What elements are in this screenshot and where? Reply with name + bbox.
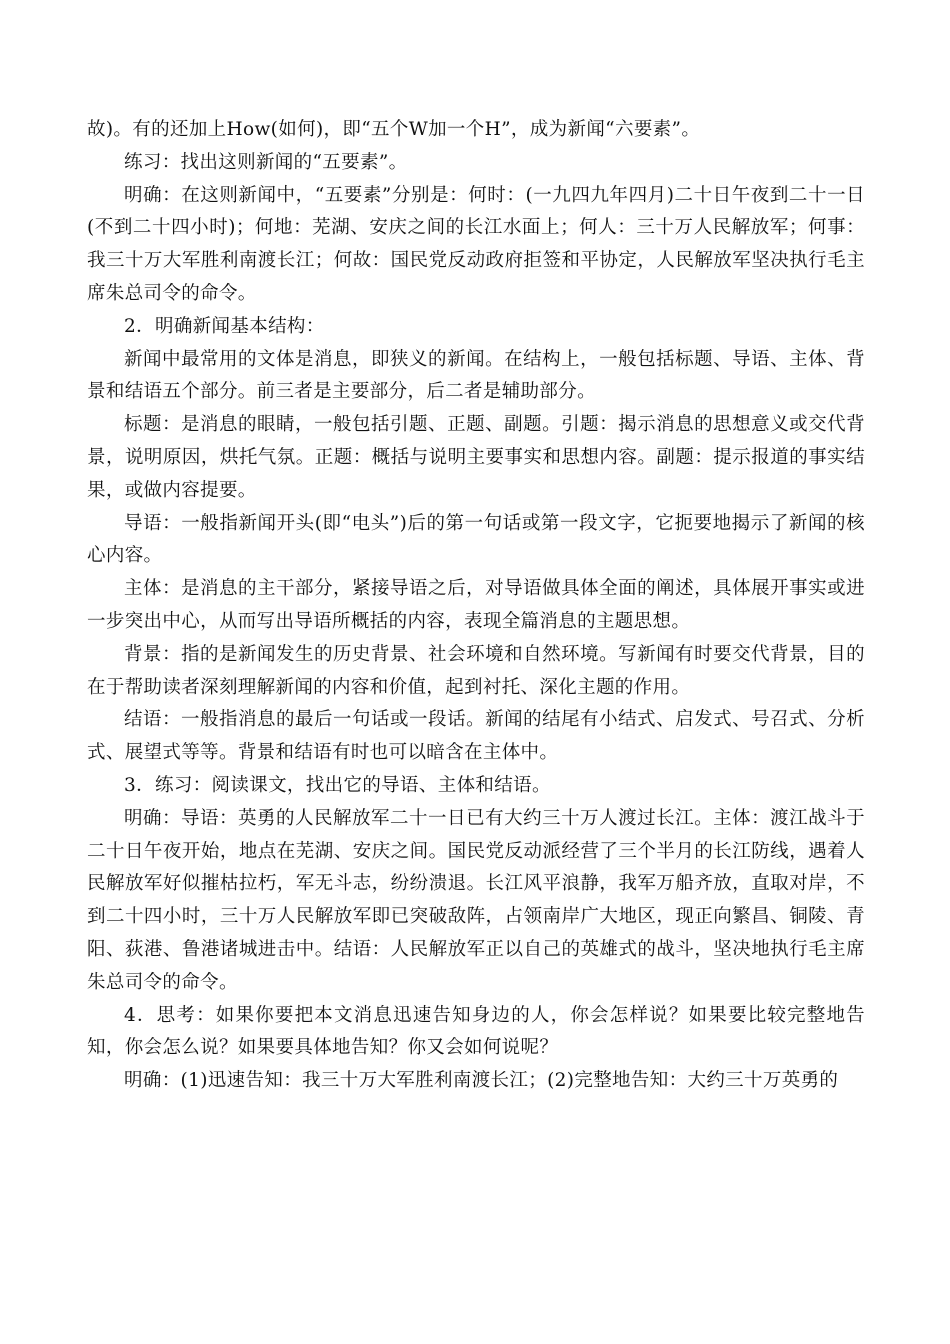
paragraph-background: 背景：指的是新闻发生的历史背景、社会环境和自然环境。写新闻有时要交代背景，目的在于帮助读者深刻理解新闻的内容和价值，起到衬托、深化主题的作用。 [87, 643, 865, 698]
paragraph-answer-question-4: 明确：(1)迅速告知：我三十万大军胜利南渡长江；(2)完整地告知：大约三十万英勇的 [124, 1070, 839, 1092]
paragraph-structure-intro: 新闻中最常用的文体是消息，即狭义的新闻。在结构上，一般包括标题、导语、主体、背景和结语五个部分。前三者是主要部分，后二者是辅助部分。 [87, 348, 865, 403]
section-heading-exercise-3: 3．练习：阅读课文，找出它的导语、主体和结语。 [124, 774, 551, 796]
document-body [87, 114, 865, 1098]
paragraph-answer-structure: 明确：导语：英勇的人民解放军二十一日已有大约三十万人渡过长江。主体：渡江战斗于二十日午夜开始，地点在芜湖、安庆之间。国民党反动派经营了三个半月的长江防线，遇着人民解放军好似摧枯拉朽，军无斗志，纷纷溃退。长江风平浪静，我军万船齐放，直取对岸，不到二十四小时，三十万人民解放军即已突破敌阵，占领南岸广大地区，现正向繁昌、铜陵、青阳、荻港、鲁港诸城进击中。结语：人民解放军正以自己的英雄式的战斗，坚决地执行毛主席朱总司令的命令。 [87, 807, 865, 993]
paragraph-exercise-five-elements: 练习：找出这则新闻的“五要素”。 [124, 151, 408, 173]
section-heading-question-4: 4．思考：如果你要把本文消息迅速告知身边的人，你会怎样说？如果要比较完整地告知，你会怎么说？如果要具体地告知？你又会如何说呢？ [87, 1004, 865, 1059]
paragraph-continuation: 故)。有的还加上How(如何)，即“五个W加一个H”，成为新闻“六要素”。 [87, 119, 701, 140]
paragraph-body: 主体：是消息的主干部分，紧接导语之后，对导语做具体全面的阐述，具体展开事实或进一步突出中心，从而写出导语所概括的内容，表现全篇消息的主题思想。 [87, 578, 865, 632]
section-heading-structure: 2．明确新闻基本结构： [124, 315, 325, 337]
paragraph-conclusion: 结语：一般指消息的最后一句话或一段话。新闻的结尾有小结式、启发式、号召式、分析式、展望式等等。背景和结语有时也可以暗含在主体中。 [87, 709, 865, 764]
paragraph-lead: 导语：一般指新闻开头(即“电头”)后的第一句话或第一段文字，它扼要地揭示了新闻的核心内容。 [87, 512, 865, 567]
paragraph-answer-five-elements: 明确：在这则新闻中，“五要素”分别是：何时：(一九四九年四月)二十日午夜到二十一日(不到二十四小时)；何地：芜湖、安庆之间的长江水面上；何人：三十万人民解放军；何事：我三十万大军胜利南渡长江；何故：国民党反动政府拒签和平协定，人民解放军坚决执行毛主席朱总司令的命令。 [87, 184, 865, 304]
paragraph-headline: 标题：是消息的眼睛，一般包括引题、正题、副题。引题：揭示消息的思想意义或交代背景，说明原因，烘托气氛。正题：概括与说明主要事实和思想内容。副题：提示报道的事实结果，或做内容提要。 [87, 414, 865, 501]
